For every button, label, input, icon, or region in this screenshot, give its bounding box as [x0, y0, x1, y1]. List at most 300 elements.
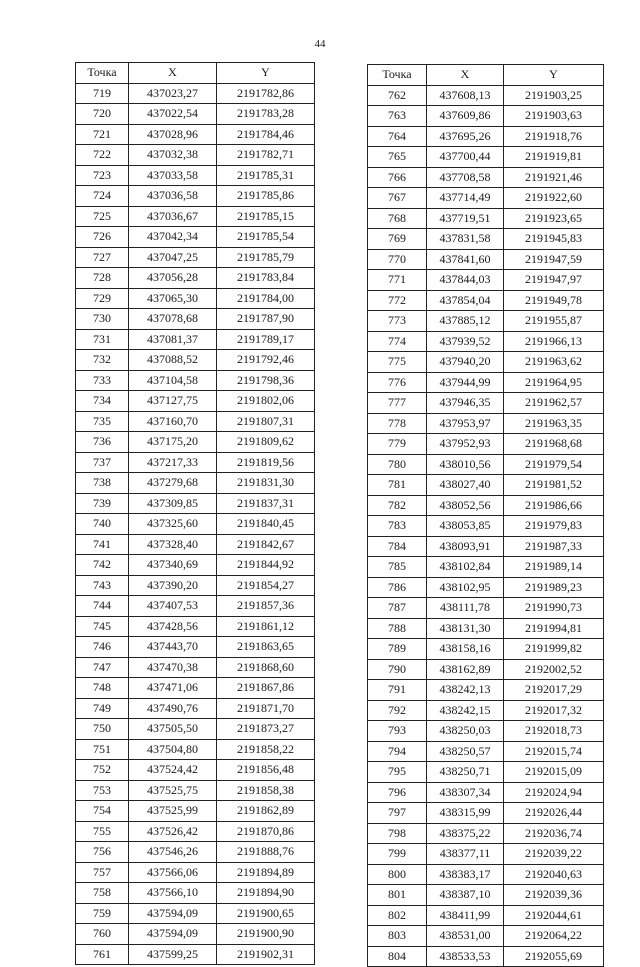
y-coordinate-cell: 2191831,30 — [217, 473, 315, 494]
table-row — [368, 331, 604, 352]
x-coordinate-cell: 438093,91 — [427, 536, 504, 557]
point-number-cell: 786 — [368, 577, 427, 598]
x-coordinate-cell: 437428,56 — [129, 616, 217, 637]
table-row — [76, 678, 315, 699]
x-coordinate-cell: 437028,96 — [129, 124, 217, 145]
y-coordinate-cell: 2191871,70 — [217, 698, 315, 719]
x-coordinate-cell: 438242,15 — [427, 700, 504, 721]
table-row — [368, 721, 604, 742]
x-coordinate-cell: 438162,89 — [427, 659, 504, 680]
point-number-cell: 755 — [76, 821, 129, 842]
x-coordinate-cell: 438027,40 — [427, 475, 504, 496]
point-number-cell: 771 — [368, 270, 427, 291]
table-row — [76, 514, 315, 535]
point-number-cell: 741 — [76, 534, 129, 555]
coordinates-table-left — [75, 62, 315, 965]
x-coordinate-cell: 437471,06 — [129, 678, 217, 699]
x-coordinate-cell: 437594,09 — [129, 924, 217, 945]
table-row — [368, 475, 604, 496]
table-row — [76, 268, 315, 289]
point-number-cell: 801 — [368, 885, 427, 906]
y-coordinate-cell: 2191802,06 — [217, 391, 315, 412]
x-coordinate-cell: 437407,53 — [129, 596, 217, 617]
point-number-cell: 784 — [368, 536, 427, 557]
point-number-cell: 768 — [368, 208, 427, 229]
table-row — [368, 106, 604, 127]
point-number-cell: 746 — [76, 637, 129, 658]
x-coordinate-cell: 437023,27 — [129, 83, 217, 104]
point-number-cell: 762 — [368, 85, 427, 106]
point-number-cell: 790 — [368, 659, 427, 680]
table-row — [368, 167, 604, 188]
y-coordinate-cell: 2191858,22 — [217, 739, 315, 760]
point-number-cell: 764 — [368, 126, 427, 147]
table-row — [368, 147, 604, 168]
table-row — [76, 165, 315, 186]
x-coordinate-cell: 437940,20 — [427, 352, 504, 373]
x-coordinate-cell: 437719,51 — [427, 208, 504, 229]
y-coordinate-cell: 2191903,63 — [504, 106, 604, 127]
x-coordinate-cell: 438102,95 — [427, 577, 504, 598]
x-coordinate-cell: 437022,54 — [129, 104, 217, 125]
x-coordinate-cell: 437844,03 — [427, 270, 504, 291]
y-coordinate-cell: 2191962,57 — [504, 393, 604, 414]
point-number-cell: 781 — [368, 475, 427, 496]
table-row — [368, 844, 604, 865]
x-coordinate-cell: 438383,17 — [427, 864, 504, 885]
table-row — [368, 762, 604, 783]
table-header-row — [368, 65, 604, 86]
y-coordinate-cell: 2191900,90 — [217, 924, 315, 945]
y-coordinate-cell: 2192015,09 — [504, 762, 604, 783]
table-row — [76, 227, 315, 248]
x-coordinate-cell: 437524,42 — [129, 760, 217, 781]
coordinates-table-right — [367, 64, 604, 967]
table-row — [368, 85, 604, 106]
y-coordinate-cell: 2191861,12 — [217, 616, 315, 637]
table-row — [76, 309, 315, 330]
table-row — [368, 926, 604, 947]
point-number-cell: 723 — [76, 165, 129, 186]
y-coordinate-cell: 2191873,27 — [217, 719, 315, 740]
x-coordinate-cell: 437525,75 — [129, 780, 217, 801]
point-number-cell: 728 — [76, 268, 129, 289]
table-row — [76, 698, 315, 719]
point-number-cell: 740 — [76, 514, 129, 535]
y-coordinate-cell: 2192024,94 — [504, 782, 604, 803]
point-number-cell: 797 — [368, 803, 427, 824]
x-coordinate-cell: 437566,10 — [129, 883, 217, 904]
y-coordinate-cell: 2191787,90 — [217, 309, 315, 330]
point-number-cell: 788 — [368, 618, 427, 639]
y-coordinate-cell: 2191867,86 — [217, 678, 315, 699]
y-coordinate-cell: 2191819,56 — [217, 452, 315, 473]
x-coordinate-cell: 437944,99 — [427, 372, 504, 393]
point-number-cell: 789 — [368, 639, 427, 660]
y-coordinate-cell: 2191966,13 — [504, 331, 604, 352]
x-coordinate-cell: 438102,84 — [427, 557, 504, 578]
y-coordinate-cell: 2192036,74 — [504, 823, 604, 844]
x-coordinate-cell: 437328,40 — [129, 534, 217, 555]
point-number-cell: 767 — [368, 188, 427, 209]
x-coordinate-cell: 438375,22 — [427, 823, 504, 844]
y-coordinate-cell: 2191987,33 — [504, 536, 604, 557]
table-row — [368, 229, 604, 250]
y-coordinate-cell: 2191921,46 — [504, 167, 604, 188]
point-number-cell: 731 — [76, 329, 129, 350]
y-coordinate-cell: 2191963,62 — [504, 352, 604, 373]
y-coordinate-cell: 2191989,23 — [504, 577, 604, 598]
y-coordinate-cell: 2191785,54 — [217, 227, 315, 248]
x-coordinate-cell: 437104,58 — [129, 370, 217, 391]
point-number-cell: 777 — [368, 393, 427, 414]
point-number-cell: 757 — [76, 862, 129, 883]
x-coordinate-cell: 437056,28 — [129, 268, 217, 289]
x-coordinate-cell: 438111,78 — [427, 598, 504, 619]
point-number-cell: 747 — [76, 657, 129, 678]
table-row — [368, 659, 604, 680]
x-coordinate-cell: 437525,99 — [129, 801, 217, 822]
x-coordinate-cell: 437047,25 — [129, 247, 217, 268]
point-number-cell: 749 — [76, 698, 129, 719]
point-number-cell: 787 — [368, 598, 427, 619]
x-coordinate-cell: 437831,58 — [427, 229, 504, 250]
x-coordinate-cell: 438377,11 — [427, 844, 504, 865]
table-row — [368, 885, 604, 906]
table-row — [368, 557, 604, 578]
table-row — [76, 391, 315, 412]
y-coordinate-cell: 2191894,89 — [217, 862, 315, 883]
y-coordinate-cell: 2191785,15 — [217, 206, 315, 227]
x-coordinate-cell: 437309,85 — [129, 493, 217, 514]
y-coordinate-cell: 2191955,87 — [504, 311, 604, 332]
point-number-cell: 737 — [76, 452, 129, 473]
y-coordinate-cell: 2191784,46 — [217, 124, 315, 145]
point-number-cell: 733 — [76, 370, 129, 391]
point-number-cell: 760 — [76, 924, 129, 945]
point-number-cell: 761 — [76, 944, 129, 965]
y-coordinate-cell: 2192018,73 — [504, 721, 604, 742]
table-row — [368, 618, 604, 639]
x-coordinate-cell: 437505,50 — [129, 719, 217, 740]
x-coordinate-cell: 438250,57 — [427, 741, 504, 762]
y-coordinate-cell: 2191784,00 — [217, 288, 315, 309]
point-number-cell: 744 — [76, 596, 129, 617]
table-row — [368, 413, 604, 434]
table-row — [76, 780, 315, 801]
x-coordinate-cell: 437526,42 — [129, 821, 217, 842]
x-coordinate-cell: 437700,44 — [427, 147, 504, 168]
point-number-cell: 763 — [368, 106, 427, 127]
x-coordinate-cell: 437065,30 — [129, 288, 217, 309]
x-coordinate-cell: 438315,99 — [427, 803, 504, 824]
x-coordinate-cell: 437340,69 — [129, 555, 217, 576]
table-row — [76, 924, 315, 945]
y-coordinate-cell: 2191858,38 — [217, 780, 315, 801]
x-coordinate-cell: 437841,60 — [427, 249, 504, 270]
x-coordinate-cell: 438531,00 — [427, 926, 504, 947]
x-coordinate-cell: 437217,33 — [129, 452, 217, 473]
table-row — [368, 454, 604, 475]
y-coordinate-cell: 2191900,65 — [217, 903, 315, 924]
table-row — [368, 208, 604, 229]
y-coordinate-cell: 2191854,27 — [217, 575, 315, 596]
table-row — [76, 411, 315, 432]
x-coordinate-cell: 437470,38 — [129, 657, 217, 678]
x-coordinate-cell: 437504,80 — [129, 739, 217, 760]
x-coordinate-cell: 437175,20 — [129, 432, 217, 453]
x-coordinate-cell: 437885,12 — [427, 311, 504, 332]
header-x: X — [427, 65, 504, 86]
point-number-cell: 754 — [76, 801, 129, 822]
x-coordinate-cell: 437279,68 — [129, 473, 217, 494]
table-row — [76, 739, 315, 760]
table-row — [368, 126, 604, 147]
table-row — [76, 760, 315, 781]
x-coordinate-cell: 438250,03 — [427, 721, 504, 742]
table-row — [368, 516, 604, 537]
page-number: 44 — [314, 38, 326, 50]
point-number-cell: 722 — [76, 145, 129, 166]
point-number-cell: 802 — [368, 905, 427, 926]
x-coordinate-cell: 437490,76 — [129, 698, 217, 719]
x-coordinate-cell: 437599,25 — [129, 944, 217, 965]
point-number-cell: 803 — [368, 926, 427, 947]
point-number-cell: 766 — [368, 167, 427, 188]
table-row — [76, 944, 315, 965]
point-number-cell: 799 — [368, 844, 427, 865]
table-row — [76, 862, 315, 883]
y-coordinate-cell: 2191964,95 — [504, 372, 604, 393]
x-coordinate-cell: 437566,06 — [129, 862, 217, 883]
point-number-cell: 792 — [368, 700, 427, 721]
x-coordinate-cell: 438053,85 — [427, 516, 504, 537]
point-number-cell: 779 — [368, 434, 427, 455]
y-coordinate-cell: 2192039,22 — [504, 844, 604, 865]
table-row — [76, 452, 315, 473]
table-header-row — [76, 63, 315, 84]
point-number-cell: 730 — [76, 309, 129, 330]
y-coordinate-cell: 2191903,25 — [504, 85, 604, 106]
point-number-cell: 735 — [76, 411, 129, 432]
y-coordinate-cell: 2191979,54 — [504, 454, 604, 475]
table-row — [76, 432, 315, 453]
y-coordinate-cell: 2191868,60 — [217, 657, 315, 678]
point-number-cell: 756 — [76, 842, 129, 863]
y-coordinate-cell: 2192055,69 — [504, 946, 604, 967]
x-coordinate-cell: 437546,26 — [129, 842, 217, 863]
point-number-cell: 769 — [368, 229, 427, 250]
table-row — [368, 864, 604, 885]
table-row — [76, 616, 315, 637]
x-coordinate-cell: 437390,20 — [129, 575, 217, 596]
y-coordinate-cell: 2191923,65 — [504, 208, 604, 229]
y-coordinate-cell: 2191783,84 — [217, 268, 315, 289]
point-number-cell: 750 — [76, 719, 129, 740]
x-coordinate-cell: 437088,52 — [129, 350, 217, 371]
table-row — [368, 249, 604, 270]
point-number-cell: 793 — [368, 721, 427, 742]
x-coordinate-cell: 437952,93 — [427, 434, 504, 455]
x-coordinate-cell: 437939,52 — [427, 331, 504, 352]
table-row — [76, 124, 315, 145]
x-coordinate-cell: 437609,86 — [427, 106, 504, 127]
y-coordinate-cell: 2191807,31 — [217, 411, 315, 432]
y-coordinate-cell: 2191785,86 — [217, 186, 315, 207]
x-coordinate-cell: 437160,70 — [129, 411, 217, 432]
y-coordinate-cell: 2192026,44 — [504, 803, 604, 824]
point-number-cell: 758 — [76, 883, 129, 904]
x-coordinate-cell: 437042,34 — [129, 227, 217, 248]
point-number-cell: 798 — [368, 823, 427, 844]
y-coordinate-cell: 2191994,81 — [504, 618, 604, 639]
y-coordinate-cell: 2191789,17 — [217, 329, 315, 350]
table-row — [368, 680, 604, 701]
x-coordinate-cell: 437032,38 — [129, 145, 217, 166]
table-row — [76, 247, 315, 268]
point-number-cell: 795 — [368, 762, 427, 783]
y-coordinate-cell: 2191922,60 — [504, 188, 604, 209]
y-coordinate-cell: 2191979,83 — [504, 516, 604, 537]
x-coordinate-cell: 437036,58 — [129, 186, 217, 207]
point-number-cell: 785 — [368, 557, 427, 578]
x-coordinate-cell: 438131,30 — [427, 618, 504, 639]
y-coordinate-cell: 2192044,61 — [504, 905, 604, 926]
table-row — [76, 821, 315, 842]
header-y: Y — [504, 65, 604, 86]
x-coordinate-cell: 438242,13 — [427, 680, 504, 701]
table-row — [368, 823, 604, 844]
y-coordinate-cell: 2191863,65 — [217, 637, 315, 658]
header-y: Y — [217, 63, 315, 84]
point-number-cell: 748 — [76, 678, 129, 699]
header-point: Точка — [368, 65, 427, 86]
x-coordinate-cell: 437036,67 — [129, 206, 217, 227]
y-coordinate-cell: 2191968,68 — [504, 434, 604, 455]
point-number-cell: 794 — [368, 741, 427, 762]
x-coordinate-cell: 438250,71 — [427, 762, 504, 783]
y-coordinate-cell: 2191782,86 — [217, 83, 315, 104]
y-coordinate-cell: 2192039,36 — [504, 885, 604, 906]
table-row — [368, 741, 604, 762]
x-coordinate-cell: 437081,37 — [129, 329, 217, 350]
y-coordinate-cell: 2191999,82 — [504, 639, 604, 660]
y-coordinate-cell: 2191945,83 — [504, 229, 604, 250]
x-coordinate-cell: 437127,75 — [129, 391, 217, 412]
point-number-cell: 719 — [76, 83, 129, 104]
table-row — [76, 903, 315, 924]
y-coordinate-cell: 2191989,14 — [504, 557, 604, 578]
x-coordinate-cell: 437594,09 — [129, 903, 217, 924]
point-number-cell: 720 — [76, 104, 129, 125]
header-x: X — [129, 63, 217, 84]
point-number-cell: 738 — [76, 473, 129, 494]
point-number-cell: 727 — [76, 247, 129, 268]
x-coordinate-cell: 437033,58 — [129, 165, 217, 186]
y-coordinate-cell: 2191856,48 — [217, 760, 315, 781]
table-row — [76, 104, 315, 125]
y-coordinate-cell: 2191798,36 — [217, 370, 315, 391]
table-row — [368, 495, 604, 516]
table-row — [368, 639, 604, 660]
x-coordinate-cell: 438533,53 — [427, 946, 504, 967]
x-coordinate-cell: 437695,26 — [427, 126, 504, 147]
y-coordinate-cell: 2191870,86 — [217, 821, 315, 842]
table-row — [368, 803, 604, 824]
point-number-cell: 752 — [76, 760, 129, 781]
y-coordinate-cell: 2191792,46 — [217, 350, 315, 371]
table-row — [76, 329, 315, 350]
x-coordinate-cell: 437443,70 — [129, 637, 217, 658]
table-row — [368, 188, 604, 209]
y-coordinate-cell: 2191837,31 — [217, 493, 315, 514]
y-coordinate-cell: 2191947,59 — [504, 249, 604, 270]
point-number-cell: 776 — [368, 372, 427, 393]
point-number-cell: 800 — [368, 864, 427, 885]
table-row — [368, 598, 604, 619]
point-number-cell: 753 — [76, 780, 129, 801]
y-coordinate-cell: 2191990,73 — [504, 598, 604, 619]
x-coordinate-cell: 438010,56 — [427, 454, 504, 475]
table-row — [76, 883, 315, 904]
y-coordinate-cell: 2192017,32 — [504, 700, 604, 721]
table-row — [76, 186, 315, 207]
y-coordinate-cell: 2191949,78 — [504, 290, 604, 311]
y-coordinate-cell: 2191857,36 — [217, 596, 315, 617]
point-number-cell: 778 — [368, 413, 427, 434]
table-row — [368, 782, 604, 803]
table-row — [368, 700, 604, 721]
point-number-cell: 783 — [368, 516, 427, 537]
x-coordinate-cell: 437078,68 — [129, 309, 217, 330]
y-coordinate-cell: 2191840,45 — [217, 514, 315, 535]
table-row — [76, 534, 315, 555]
table-row — [368, 393, 604, 414]
point-number-cell: 736 — [76, 432, 129, 453]
y-coordinate-cell: 2191963,35 — [504, 413, 604, 434]
table-row — [76, 596, 315, 617]
table-row — [368, 290, 604, 311]
x-coordinate-cell: 438411,99 — [427, 905, 504, 926]
y-coordinate-cell: 2191842,67 — [217, 534, 315, 555]
y-coordinate-cell: 2192064,22 — [504, 926, 604, 947]
y-coordinate-cell: 2191919,81 — [504, 147, 604, 168]
x-coordinate-cell: 437714,49 — [427, 188, 504, 209]
y-coordinate-cell: 2191785,31 — [217, 165, 315, 186]
x-coordinate-cell: 437325,60 — [129, 514, 217, 535]
table-row — [368, 946, 604, 967]
y-coordinate-cell: 2191902,31 — [217, 944, 315, 965]
table-row — [368, 434, 604, 455]
table-row — [76, 206, 315, 227]
point-number-cell: 729 — [76, 288, 129, 309]
y-coordinate-cell: 2191894,90 — [217, 883, 315, 904]
y-coordinate-cell: 2191986,66 — [504, 495, 604, 516]
point-number-cell: 739 — [76, 493, 129, 514]
point-number-cell: 780 — [368, 454, 427, 475]
point-number-cell: 721 — [76, 124, 129, 145]
point-number-cell: 743 — [76, 575, 129, 596]
point-number-cell: 773 — [368, 311, 427, 332]
point-number-cell: 742 — [76, 555, 129, 576]
x-coordinate-cell: 437946,35 — [427, 393, 504, 414]
y-coordinate-cell: 2192017,29 — [504, 680, 604, 701]
table-row — [368, 270, 604, 291]
x-coordinate-cell: 438158,16 — [427, 639, 504, 660]
table-row — [76, 288, 315, 309]
x-coordinate-cell: 437854,04 — [427, 290, 504, 311]
point-number-cell: 775 — [368, 352, 427, 373]
